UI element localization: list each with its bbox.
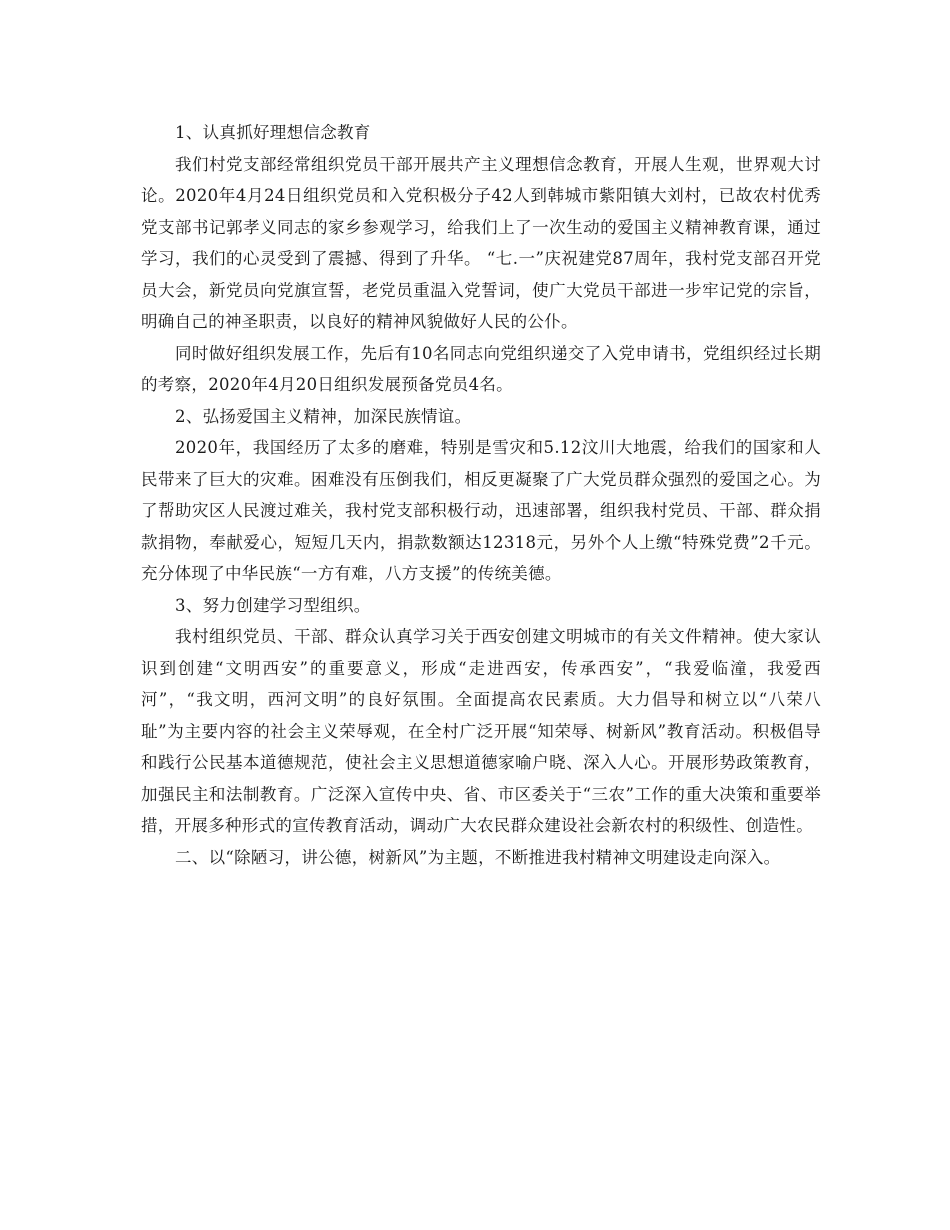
heading-learning-organization: 3、努力创建学习型组织。 xyxy=(175,595,371,615)
heading-ideal-belief-education: 1、认真抓好理想信念教育 xyxy=(175,123,371,142)
heading-section-two: 二、以“除陋习，讲公德，树新风”为主题，不断推进我村精神文明建设走向深入。 xyxy=(175,847,781,867)
document-body xyxy=(141,117,821,873)
paragraph-disaster-relief: 2020年，我国经历了太多的磨难，特别是雪灾和5.12汶川大地震，给我们的国家和人民带来了巨大的灾难。困难没有压倒我们，相反更凝聚了广大党员群众强烈的爱国之心。为了帮助灾区人民渡过难关，我村党支部积极行动，迅速部署，组织我村党员、干部、群众捐款捐物，奉献爱心，短短几天内，捐款数额达12318元，另外个人上缴“特殊党费”2千元。充分体现了中华民族“一方有难，八方支援”的传统美德。 xyxy=(141,438,821,583)
paragraph-organization-development: 同时做好组织发展工作，先后有10名同志向党组织递交了入党申请书，党组织经过长期的考察，2020年4月20日组织发展预备党员4名。 xyxy=(141,343,821,394)
paragraph-civilized-city: 我村组织党员、干部、群众认真学习关于西安创建文明城市的有关文件精神。使大家认识到创建“文明西安”的重要意义，形成“走进西安，传承西安”，“我爱临潼，我爱西河”，“我文明，西河文明”的良好氛围。全面提高农民素质。大力倡导和树立以“八荣八耻”为主要内容的社会主义荣辱观，在全村广泛开展“知荣辱、树新风”教育活动。积极倡导和践行公民基本道德规范，使社会主义思想道德家喻户晓、深入人心。开展形势政策教育，加强民主和法制教育。广泛深入宣传中央、省、市区委关于“三农”工作的重大决策和重要举措，开展多种形式的宣传教育活动，调动广大农民群众建设社会新农村的积级性、创造性。 xyxy=(141,627,821,835)
heading-patriotism: 2、弘扬爱国主义精神，加深民族情谊。 xyxy=(175,406,472,426)
paragraph-party-education: 我们村党支部经常组织党员干部开展共产主义理想信念教育，开展人生观，世界观大讨论。2020年4月24日组织党员和入党积极分子42人到韩城市紫阳镇大刘村，已故农村优秀党支部书记郭孝义同志的家乡参观学习，给我们上了一次生动的爱国主义精神教育课，通过学习，我们的心灵受到了震撼、得到了升华。 “七.一”庆祝建党87周年，我村党支部召开党员大会，新党员向党旗宣誓，老党员重温入党誓词，使广大党员干部进一步牢记党的宗旨，明确自己的神圣职责，以良好的精神风貌做好人民的公仆。 xyxy=(141,154,821,331)
